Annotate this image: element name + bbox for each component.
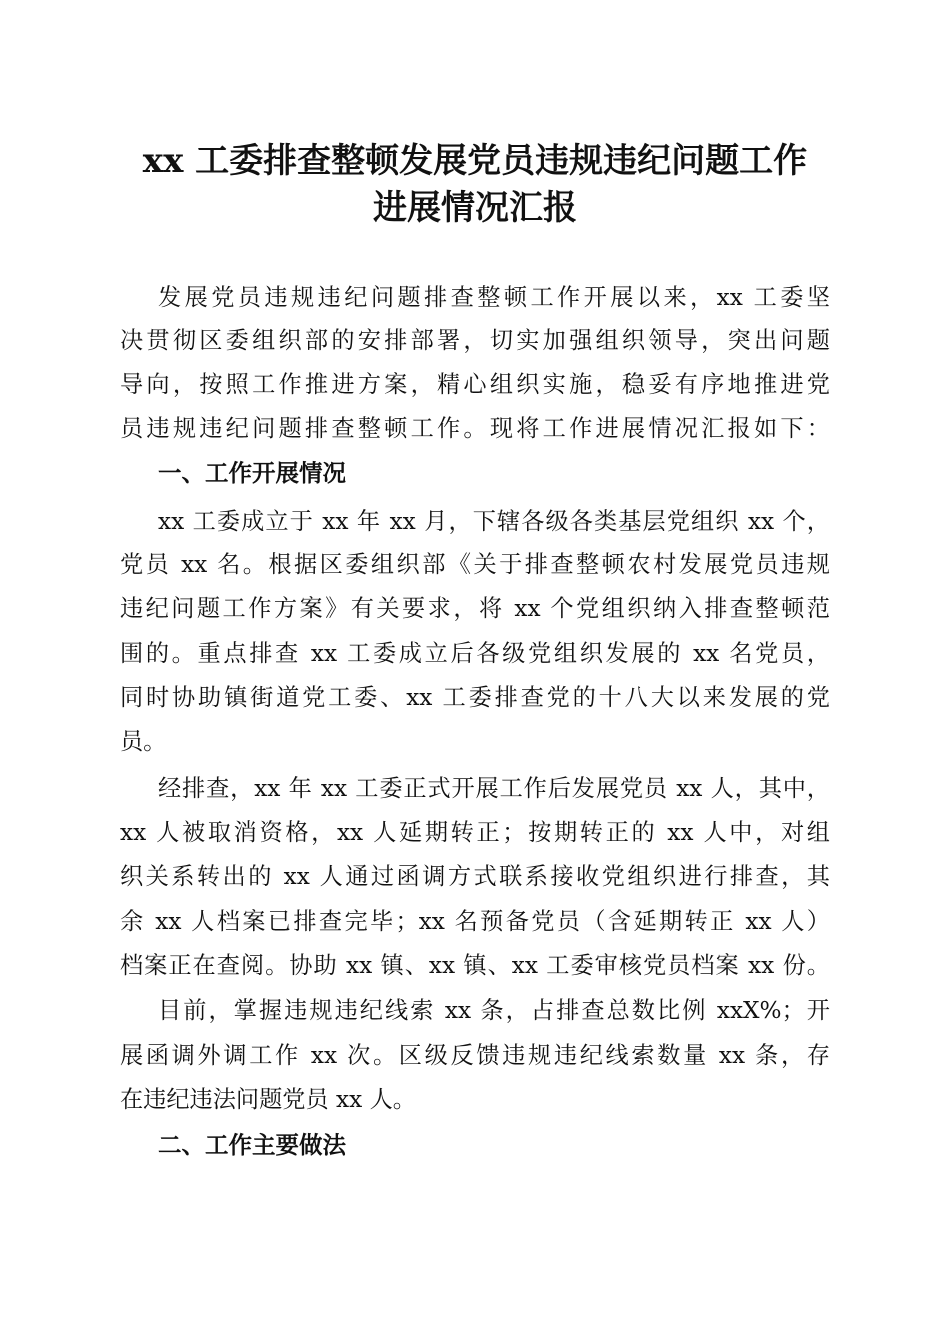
para2-line-2: xx 人被取消资格，xx 人延期转正；按期转正的 xx 人中，对组 xyxy=(120,819,830,846)
intro-line-4: 员违规违纪问题排查整顿工作。现将工作进展情况汇报如下： xyxy=(120,415,830,442)
document-title-line-1: xx 工委排查整顿发展党员违规违纪问题工作 xyxy=(142,141,808,181)
intro-line-1: 发展党员违规违纪问题排查整顿工作开展以来，xx 工委坚 xyxy=(158,284,830,311)
para3-line-2: 展函调外调工作 xx 次。区级反馈违规违纪线索数量 xx 条，存 xyxy=(120,1042,830,1069)
para1-line-3: 违纪问题工作方案》有关要求，将 xx 个党组织纳入排查整顿范 xyxy=(120,595,830,622)
section-heading-2: 二、工作主要做法 xyxy=(158,1131,346,1159)
para1-line-4: 围的。重点排查 xx 工委成立后各级党组织发展的 xx 名党员， xyxy=(120,640,830,667)
para1-line-6: 员。 xyxy=(120,728,167,755)
para1-line-1: xx 工委成立于 xx 年 xx 月，下辖各级各类基层党组织 xx 个， xyxy=(158,508,830,535)
para1-line-5: 同时协助镇街道党工委、xx 工委排查党的十八大以来发展的党 xyxy=(120,684,830,711)
para2-line-1: 经排查，xx 年 xx 工委正式开展工作后发展党员 xx 人，其中， xyxy=(158,775,830,802)
para3-line-3: 在违纪违法问题党员 xx 人。 xyxy=(120,1086,416,1113)
para2-line-3: 织关系转出的 xx 人通过函调方式联系接收党组织进行排查，其 xyxy=(120,863,830,890)
para2-line-5: 档案正在查阅。协助 xx 镇、xx 镇、xx 工委审核党员档案 xx 份。 xyxy=(120,952,830,979)
intro-line-3: 导向，按照工作推进方案，精心组织实施，稳妥有序地推进党 xyxy=(120,371,830,398)
para3-line-1: 目前，掌握违规违纪线索 xx 条，占排查总数比例 xxX%；开 xyxy=(158,997,830,1024)
document-title-line-2: 进展情况汇报 xyxy=(373,188,577,228)
intro-line-2: 决贯彻区委组织部的安排部署，切实加强组织领导，突出问题 xyxy=(120,327,830,354)
para2-line-4: 余 xx 人档案已排查完毕；xx 名预备党员（含延期转正 xx 人） xyxy=(120,908,830,935)
para1-line-2: 党员 xx 名。根据区委组织部《关于排查整顿农村发展党员违规 xyxy=(120,551,830,578)
section-heading-1: 一、工作开展情况 xyxy=(158,459,346,487)
